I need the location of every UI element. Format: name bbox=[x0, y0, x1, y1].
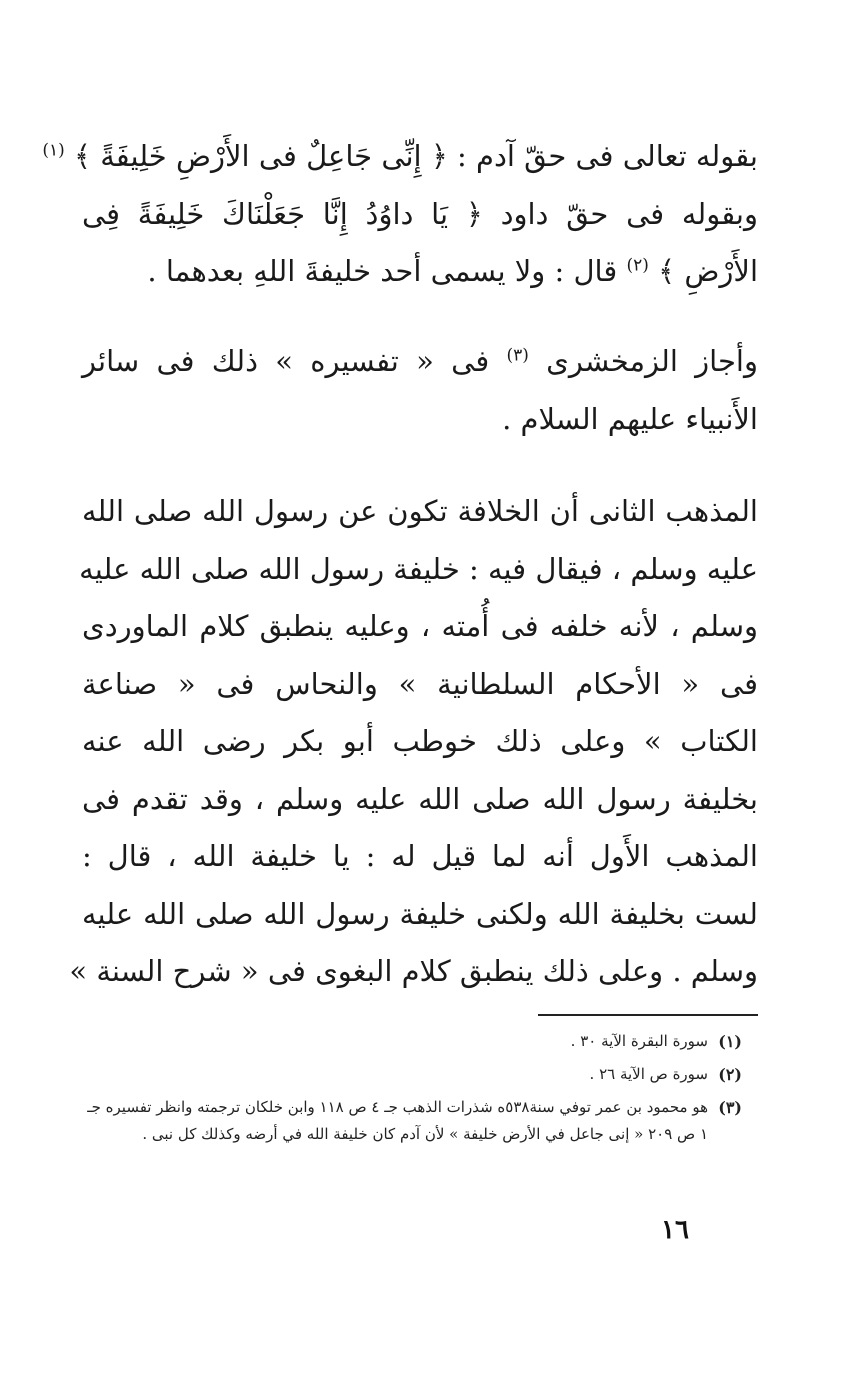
paragraph-1-line-3 bbox=[82, 243, 758, 301]
footnote-text: سورة ص الآية ٢٦ . bbox=[589, 1065, 708, 1083]
paragraph-2-line-1 bbox=[82, 333, 758, 391]
paragraph-2-line-2: الأَنبياء عليهم السلام . bbox=[502, 401, 758, 436]
paragraph-3-line: وسلم ، لأنه خلفه فى أُمته ، وعليه ينطبق كلام الماوردى bbox=[82, 609, 758, 643]
footnote-2 bbox=[82, 1061, 742, 1088]
line-1-end: فى « تفسيره » ذلك فى سائر bbox=[82, 344, 490, 378]
paragraph-quran-verses bbox=[42, 128, 758, 301]
footnote-3 bbox=[82, 1094, 742, 1148]
paragraph-3-line: المذهب الثانى أن الخلافة تكون عن رسول الله صلى الله bbox=[82, 494, 758, 528]
paragraph-3-line: المذهب الأَول أنه لما قيل له : يا خليفة الله ، قال : bbox=[82, 839, 758, 873]
footnote-text: سورة البقرة الآية ٣٠ . bbox=[570, 1032, 708, 1050]
footnote-divider bbox=[538, 1014, 758, 1016]
paragraph-zamakhshari bbox=[82, 333, 758, 448]
paragraph-second-doctrine bbox=[69, 483, 758, 1001]
paragraph-1-line-2: وبقوله فى حقّ داود ﴿ يَا داوُدُ إِنَّا جَعَلْنَاكَ خَلِيفَةً فِى bbox=[82, 196, 758, 231]
paragraph-3-line: بخليفة رسول الله صلى الله عليه وسلم ، وقد تقدم فى bbox=[82, 781, 758, 816]
paragraph-1-line-1 bbox=[42, 128, 758, 186]
paragraph-3-line: الكتاب » وعلى ذلك خوطب أبو بكر رضى الله عنه bbox=[82, 724, 758, 758]
page-number: ١٦ bbox=[661, 1215, 689, 1245]
paragraph-3-line: لست بخليفة الله ولكنى خليفة رسول الله صلى الله عليه bbox=[82, 896, 758, 931]
footnote-ref-2: (٢) bbox=[626, 255, 649, 276]
footnote-ref-3: (٣) bbox=[506, 345, 529, 366]
line-1-text: بقوله تعالى فى حقّ آدم : ﴿ إِنِّى جَاعِلٌ فى الأَرْضِ خَلِيفَةً ﴾ bbox=[74, 139, 758, 173]
line-3-end: قال : ولا يسمى أحد خليفةَ اللهِ بعدهما . bbox=[147, 254, 618, 288]
line-3-start: الأَرْضِ ﴾ bbox=[658, 254, 758, 288]
footnotes bbox=[82, 1028, 742, 1154]
footnote-number: (١) bbox=[718, 1032, 742, 1051]
paragraph-3-line: فى « الأحكام السلطانية » والنحاس فى « صناعة bbox=[82, 666, 758, 701]
footnote-ref-1: (١) bbox=[42, 140, 65, 161]
footnote-number: (٣) bbox=[718, 1098, 742, 1117]
line-1-start: وأجاز الزمخشرى bbox=[546, 344, 758, 378]
paragraph-3-line: عليه وسلم ، فيقال فيه : خليفة رسول الله صلى الله عليه bbox=[79, 551, 758, 586]
footnote-1 bbox=[82, 1028, 742, 1055]
footnote-text: هو محمود بن عمر توفي سنة٥٣٨ه شذرات الذهب جـ ٤ ص ١١٨ وابن خلكان ترجمته وانظر تفسيره جـ ١ ص ٢٠٩ « إنى جاعل في الأرض خليفة » لأن آدم كان خليفة الله في أرضه وكذلك كل نبى . bbox=[87, 1098, 708, 1143]
paragraph-3-line: وسلم . وعلى ذلك ينطبق كلام البغوى فى « شرح السنة » bbox=[69, 954, 758, 988]
footnote-number: (٢) bbox=[718, 1065, 742, 1084]
